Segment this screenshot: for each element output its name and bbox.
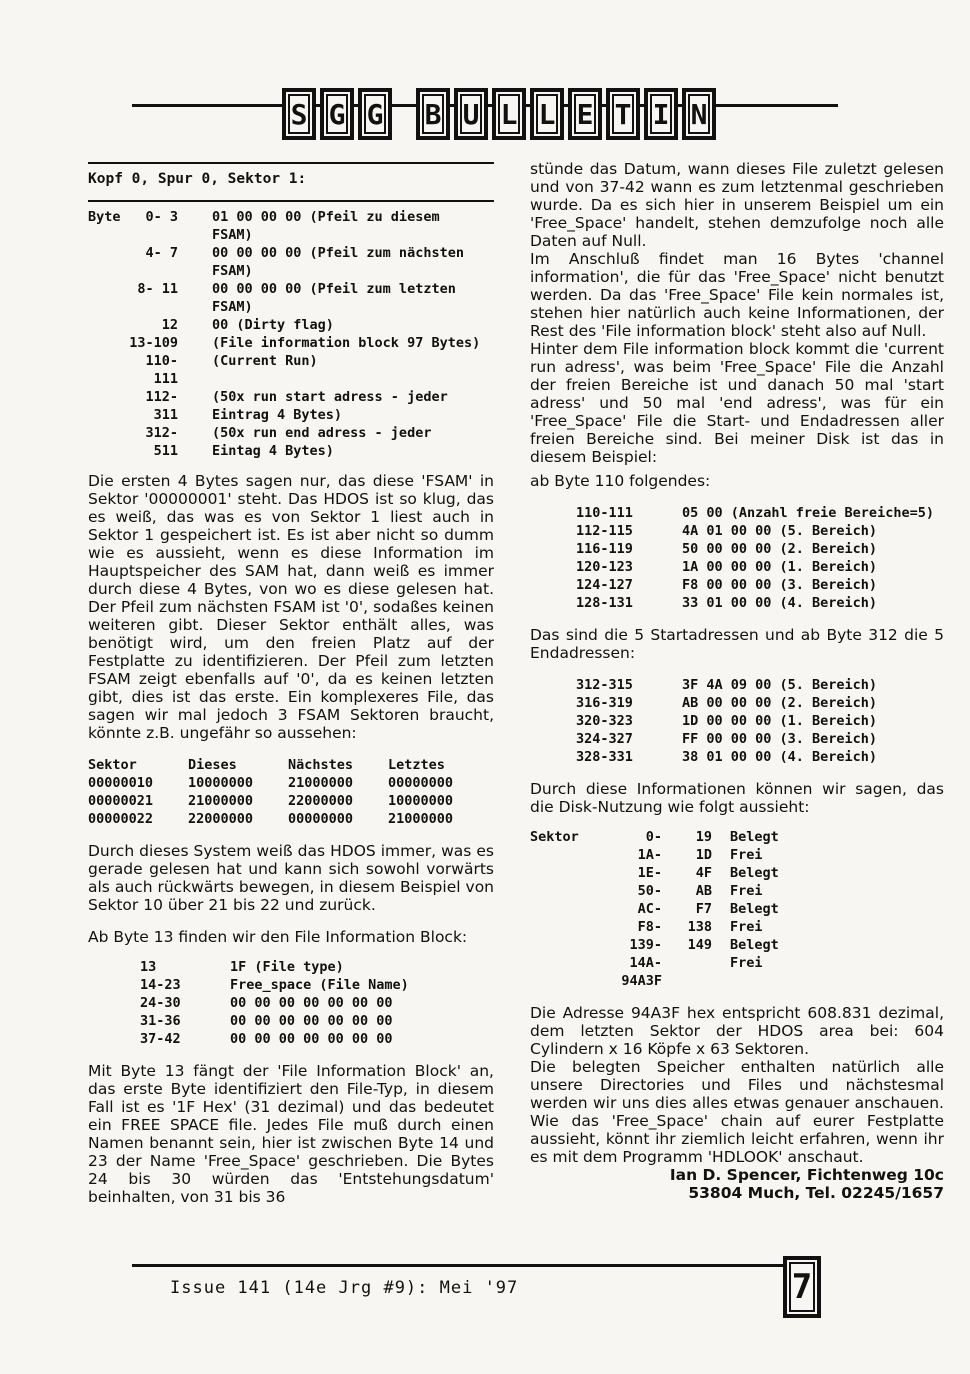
col-header: Nächstes: [288, 757, 354, 773]
table-row: [576, 712, 936, 730]
table-cell: 4F: [695, 865, 712, 881]
paragraph: Hinter dem File information block kommt die 'current run adress', was beim 'Free_Space' File die Anzahl der freien Bereiche ist und danach 50 mal 'start adress' und 50 mal 'end adress', was für ein 'Free_Space' File die Start- und Endadressen aller freien Bereiche sind. Bei meiner Disk ist das in diesem Beispiel:: [530, 340, 944, 466]
table-cell: 12: [161, 317, 178, 333]
table-cell: 50 00 00 00 (2. Bereich): [682, 541, 878, 557]
table-row: [530, 936, 779, 954]
table-cell: [530, 864, 612, 882]
masthead-letter: B: [416, 88, 450, 140]
table-cell: 1A-: [637, 847, 662, 863]
table-cell: 4A 01 00 00 (5. Bereich): [682, 523, 878, 539]
table-row: [530, 828, 779, 846]
masthead-letter: G: [320, 88, 354, 140]
table-cell: 21000000: [288, 775, 354, 791]
table-cell: 00000010: [88, 775, 154, 791]
table-cell: 328-331: [576, 749, 633, 765]
table-cell: 24-30: [140, 995, 181, 1011]
table-cell: 00 00 00 00 (Pfeil zum letzten FSAM): [212, 281, 456, 315]
start-address-table: [576, 504, 936, 612]
table-cell: 31-36: [140, 1013, 181, 1029]
table-row: [576, 540, 936, 558]
table-row: [576, 504, 936, 522]
table-cell: 00000022: [88, 811, 154, 827]
table-cell: 1E-: [637, 865, 662, 881]
table-cell: Belegt: [730, 829, 779, 845]
table-cell: 10000000: [188, 775, 254, 791]
table-cell: 110-111: [145, 353, 178, 387]
table-cell: 112-115: [576, 523, 633, 539]
table-cell: AB 00 00 00 (2. Bereich): [682, 695, 878, 711]
table-cell: 1D 00 00 00 (1. Bereich): [682, 713, 878, 729]
table-row: [576, 576, 936, 594]
table-cell: 3F 4A 09 00 (5. Bereich): [682, 677, 878, 693]
table-cell: [530, 936, 612, 954]
table-row: [576, 676, 936, 694]
table-cell: [530, 900, 612, 918]
paragraph: Die belegten Speicher enthalten natürlich alle unsere Directories und Files und nächstesmal werden wir uns dies alles etwas genauer anschauen. Wie das 'Free_Space' chain auf eurer Festplatte aussieht, könnt ihr ziemlich leicht erfahren, wenn ihr es mit dem Programm 'HDLOOK' anschaut.: [530, 1058, 944, 1166]
masthead-letter: L: [492, 88, 526, 140]
table-cell: 00000021: [88, 793, 154, 809]
paragraph: stünde das Datum, wann dieses File zuletzt gelesen und von 37-42 wann es zum letztenmal geschrieben wurde. Da es sich hier in unserem Beispiel um ein 'Free_Space' handelt, stehen demzufolge noch alle Daten auf Null.: [530, 160, 944, 250]
table-cell: 138: [687, 919, 712, 935]
table-row: [88, 244, 488, 280]
table-cell: 01 00 00 00 (Pfeil zu diesem FSAM): [212, 209, 440, 243]
table-cell: 110-111: [576, 505, 633, 521]
table-cell: [88, 280, 126, 316]
byte-layout-table: [88, 208, 488, 460]
table-cell: 14-23: [140, 977, 181, 993]
table-row: [88, 316, 488, 334]
table-cell: 00 00 00 00 00 00 00: [230, 1031, 393, 1047]
table-row: [88, 810, 488, 828]
sektor-table: [88, 756, 488, 828]
paragraph: Das sind die 5 Startadressen und ab Byte 312 die 5 Endadressen:: [530, 626, 944, 662]
table-row: [530, 954, 779, 990]
table-row: [88, 792, 488, 810]
table-cell: 37-42: [140, 1031, 181, 1047]
table-row: [530, 900, 779, 918]
table-row: [88, 280, 488, 316]
table-cell: Free_space (File Name): [230, 977, 409, 993]
table-row: [140, 1030, 409, 1048]
footer-rule: [132, 1264, 784, 1267]
fib-table: [140, 958, 409, 1048]
table-cell: 00000000: [288, 811, 354, 827]
disk-usage-table: [530, 828, 779, 990]
table-cell: FF 00 00 00 (3. Bereich): [682, 731, 878, 747]
table-cell: 38 01 00 00 (4. Bereich): [682, 749, 878, 765]
col-header: Sektor: [88, 757, 137, 773]
paragraph: Durch dieses System weiß das HDOS immer, was es gerade gelesen hat und kann sich sowohl vorwärts als auch rückwärts bewegen, in diesem Beispiel von Sektor 10 über 21 bis 22 und zurück.: [88, 842, 494, 914]
table-cell: 10000000: [388, 793, 454, 809]
table-row: [88, 334, 488, 352]
table-cell: 324-327: [576, 731, 633, 747]
table-cell: [530, 882, 612, 900]
table-cell: (50x run end adress - jeder Eintag 4 Bytes): [212, 425, 432, 459]
table-cell: F8-: [637, 919, 662, 935]
table-cell: 13: [140, 959, 157, 975]
paragraph: Durch diese Informationen können wir sagen, das die Disk-Nutzung wie folgt aussieht:: [530, 780, 944, 816]
table-cell: 00 00 00 00 (Pfeil zum nächsten FSAM): [212, 245, 464, 279]
table-cell: 0-: [645, 829, 662, 845]
right-column: [530, 160, 944, 1202]
table-cell: 1A 00 00 00 (1. Bereich): [682, 559, 878, 575]
paragraph: ab Byte 110 folgendes:: [530, 472, 711, 490]
table-cell: Sektor: [530, 829, 579, 845]
table-cell: 13-109: [129, 335, 178, 351]
table-cell: [88, 316, 126, 334]
table-cell: 149: [687, 937, 712, 953]
table-row: [576, 694, 936, 712]
table-row: [88, 208, 488, 244]
sector-heading: Kopf 0, Spur 0, Sektor 1:: [88, 171, 307, 187]
table-cell: 320-323: [576, 713, 633, 729]
table-row: [576, 594, 936, 612]
table-row: [530, 864, 779, 882]
table-cell: Frei: [730, 847, 763, 863]
table-cell: [88, 244, 126, 280]
col-header: Letztes: [388, 757, 445, 773]
table-cell: AB: [695, 883, 712, 899]
table-cell: 1F (File type): [230, 959, 344, 975]
table-cell: 22000000: [188, 811, 254, 827]
table-cell: Frei: [730, 919, 763, 935]
table-cell: [530, 846, 612, 864]
table-cell: 21000000: [188, 793, 254, 809]
masthead-letter: G: [358, 88, 392, 140]
table-cell: 116-119: [576, 541, 633, 557]
table-cell: [530, 918, 612, 936]
masthead-letter: U: [454, 88, 488, 140]
issue-footer: Issue 141 (14e Jrg #9): Mei '97: [170, 1278, 519, 1298]
table-cell: 312-511: [145, 425, 178, 459]
table-cell: 139-: [629, 937, 662, 953]
table-cell: 00 00 00 00 00 00 00: [230, 995, 393, 1011]
table-cell: 316-319: [576, 695, 633, 711]
col-header: Dieses: [188, 757, 237, 773]
table-cell: Frei: [730, 883, 763, 899]
table-cell: 21000000: [388, 811, 454, 827]
table-cell: Belegt: [730, 865, 779, 881]
table-row: [88, 774, 488, 792]
table-cell: Frei: [730, 955, 763, 971]
table-cell: 50-: [637, 883, 662, 899]
table-cell: 33 01 00 00 (4. Bereich): [682, 595, 878, 611]
table-row: [140, 994, 409, 1012]
author-signature: Ian D. Spencer, Fichtenweg 10c: [669, 1166, 944, 1184]
table-row: [530, 882, 779, 900]
table-cell: (File information block 97 Bytes): [212, 335, 481, 351]
masthead-letter: E: [568, 88, 602, 140]
table-cell: 05 00 (Anzahl freie Bereiche=5): [682, 505, 934, 521]
table-row: [140, 1012, 409, 1030]
table-cell: 19: [695, 829, 712, 845]
table-cell: 0- 3: [145, 209, 178, 225]
author-address: 53804 Much, Tel. 02245/1657: [688, 1184, 944, 1202]
masthead-letter: S: [282, 88, 316, 140]
table-row: [530, 846, 779, 864]
table-row: [576, 748, 936, 766]
table-cell: 14A-94A3F: [621, 955, 662, 989]
paragraph: Die ersten 4 Bytes sagen nur, das diese 'FSAM' in Sektor '00000001' steht. Das HDOS ist so klug, das es weiß, das was es von Sektor 1 liest auch in Sektor 1 gespeichert ist. Es ist aber nicht so dumm wie es aussieht, wenn es diese Information im Hauptspeicher des SAM hat, dann weiß es immer durch diese 4 Bytes, von wo es diese gelesen hat. Der Pfeil zum nächsten FSAM ist '0', sodaßes keinen weiteren gibt. Dieser Sektor enthält alles, was benötigt wird, um den freien Platz auf der Festplatte zu identifizieren. Der Pfeil zum letzten FSAM zeigt ebenfalls auf '0', da es keinen letzten gibt, dies ist das erste. Ein komplexeres File, das sagen wir mal jedoch 3 FSAM Sektoren braucht, könnte z.B. ungefähr so aussehen:: [88, 472, 494, 742]
paragraph: Mit Byte 13 fängt der 'File Information Block' an, das erste Byte identifiziert den File-Typ, in diesem Fall ist es '1F Hex' (31 dezimal) und das bedeutet ein FREE SPACE file. Jedes File muß durch einen Namen benannt sein, hier ist zwischen Byte 14 und 23 der Name 'Free_Space' geschrieben. Die Bytes 24 bis 30 würden das 'Entstehungsdatum' beinhalten, von 31 bis 36: [88, 1062, 494, 1206]
paragraph: Ab Byte 13 finden wir den File Information Block:: [88, 928, 468, 946]
masthead-letter: L: [530, 88, 564, 140]
table-cell: [530, 954, 612, 990]
table-row: [576, 522, 936, 540]
table-cell: (50x run start adress - jeder Eintrag 4 Bytes): [212, 389, 448, 423]
table-row: [576, 730, 936, 748]
table-row: [140, 958, 409, 976]
table-cell: 8- 11: [137, 281, 178, 297]
masthead: [282, 88, 716, 140]
paragraph: Im Anschluß findet man 16 Bytes 'channel information', die für das 'Free_Space' nicht benutzt werden. Da das 'Free_Space' File kein normales ist, stehen hier natürlich auch keine Informationen, der Rest des 'File information block' steht also auf Null.: [530, 250, 944, 340]
end-address-table: [576, 676, 936, 766]
masthead-letter: N: [682, 88, 716, 140]
table-row: [88, 388, 488, 424]
table-cell: 00 (Dirty flag): [212, 317, 334, 333]
table-cell: 1D: [695, 847, 712, 863]
table-cell: 00 00 00 00 00 00 00: [230, 1013, 393, 1029]
table-cell: [668, 954, 730, 990]
paragraph: Die Adresse 94A3F hex entspricht 608.831 dezimal, dem letzten Sektor der HDOS area bei: 604 Cylindern x 16 Köpfe x 63 Sektoren.: [530, 1004, 944, 1058]
masthead-letter: I: [644, 88, 678, 140]
table-cell: [88, 388, 126, 424]
table-cell: AC-: [637, 901, 662, 917]
table-cell: [88, 424, 126, 460]
table-cell: 312-315: [576, 677, 633, 693]
table-cell: 124-127: [576, 577, 633, 593]
table-cell: 120-123: [576, 559, 633, 575]
table-cell: 112-311: [145, 389, 178, 423]
table-cell: Byte: [88, 209, 121, 225]
page-number: 7: [783, 1256, 821, 1318]
table-row: [576, 558, 936, 576]
table-cell: F8 00 00 00 (3. Bereich): [682, 577, 878, 593]
table-cell: Belegt: [730, 901, 779, 917]
table-cell: [88, 352, 126, 388]
table-cell: 00000000: [388, 775, 454, 791]
table-cell: [88, 334, 126, 352]
table-row: [88, 424, 488, 460]
table-cell: F7: [695, 901, 712, 917]
table-row: [88, 352, 488, 388]
table-cell: 4- 7: [145, 245, 178, 261]
table-row: [140, 976, 409, 994]
table-cell: 22000000: [288, 793, 354, 809]
table-cell: (Current Run): [212, 353, 318, 369]
table-cell: 128-131: [576, 595, 633, 611]
masthead-letter: T: [606, 88, 640, 140]
table-cell: Belegt: [730, 937, 779, 953]
table-row: [530, 918, 779, 936]
left-column: [88, 162, 494, 1206]
